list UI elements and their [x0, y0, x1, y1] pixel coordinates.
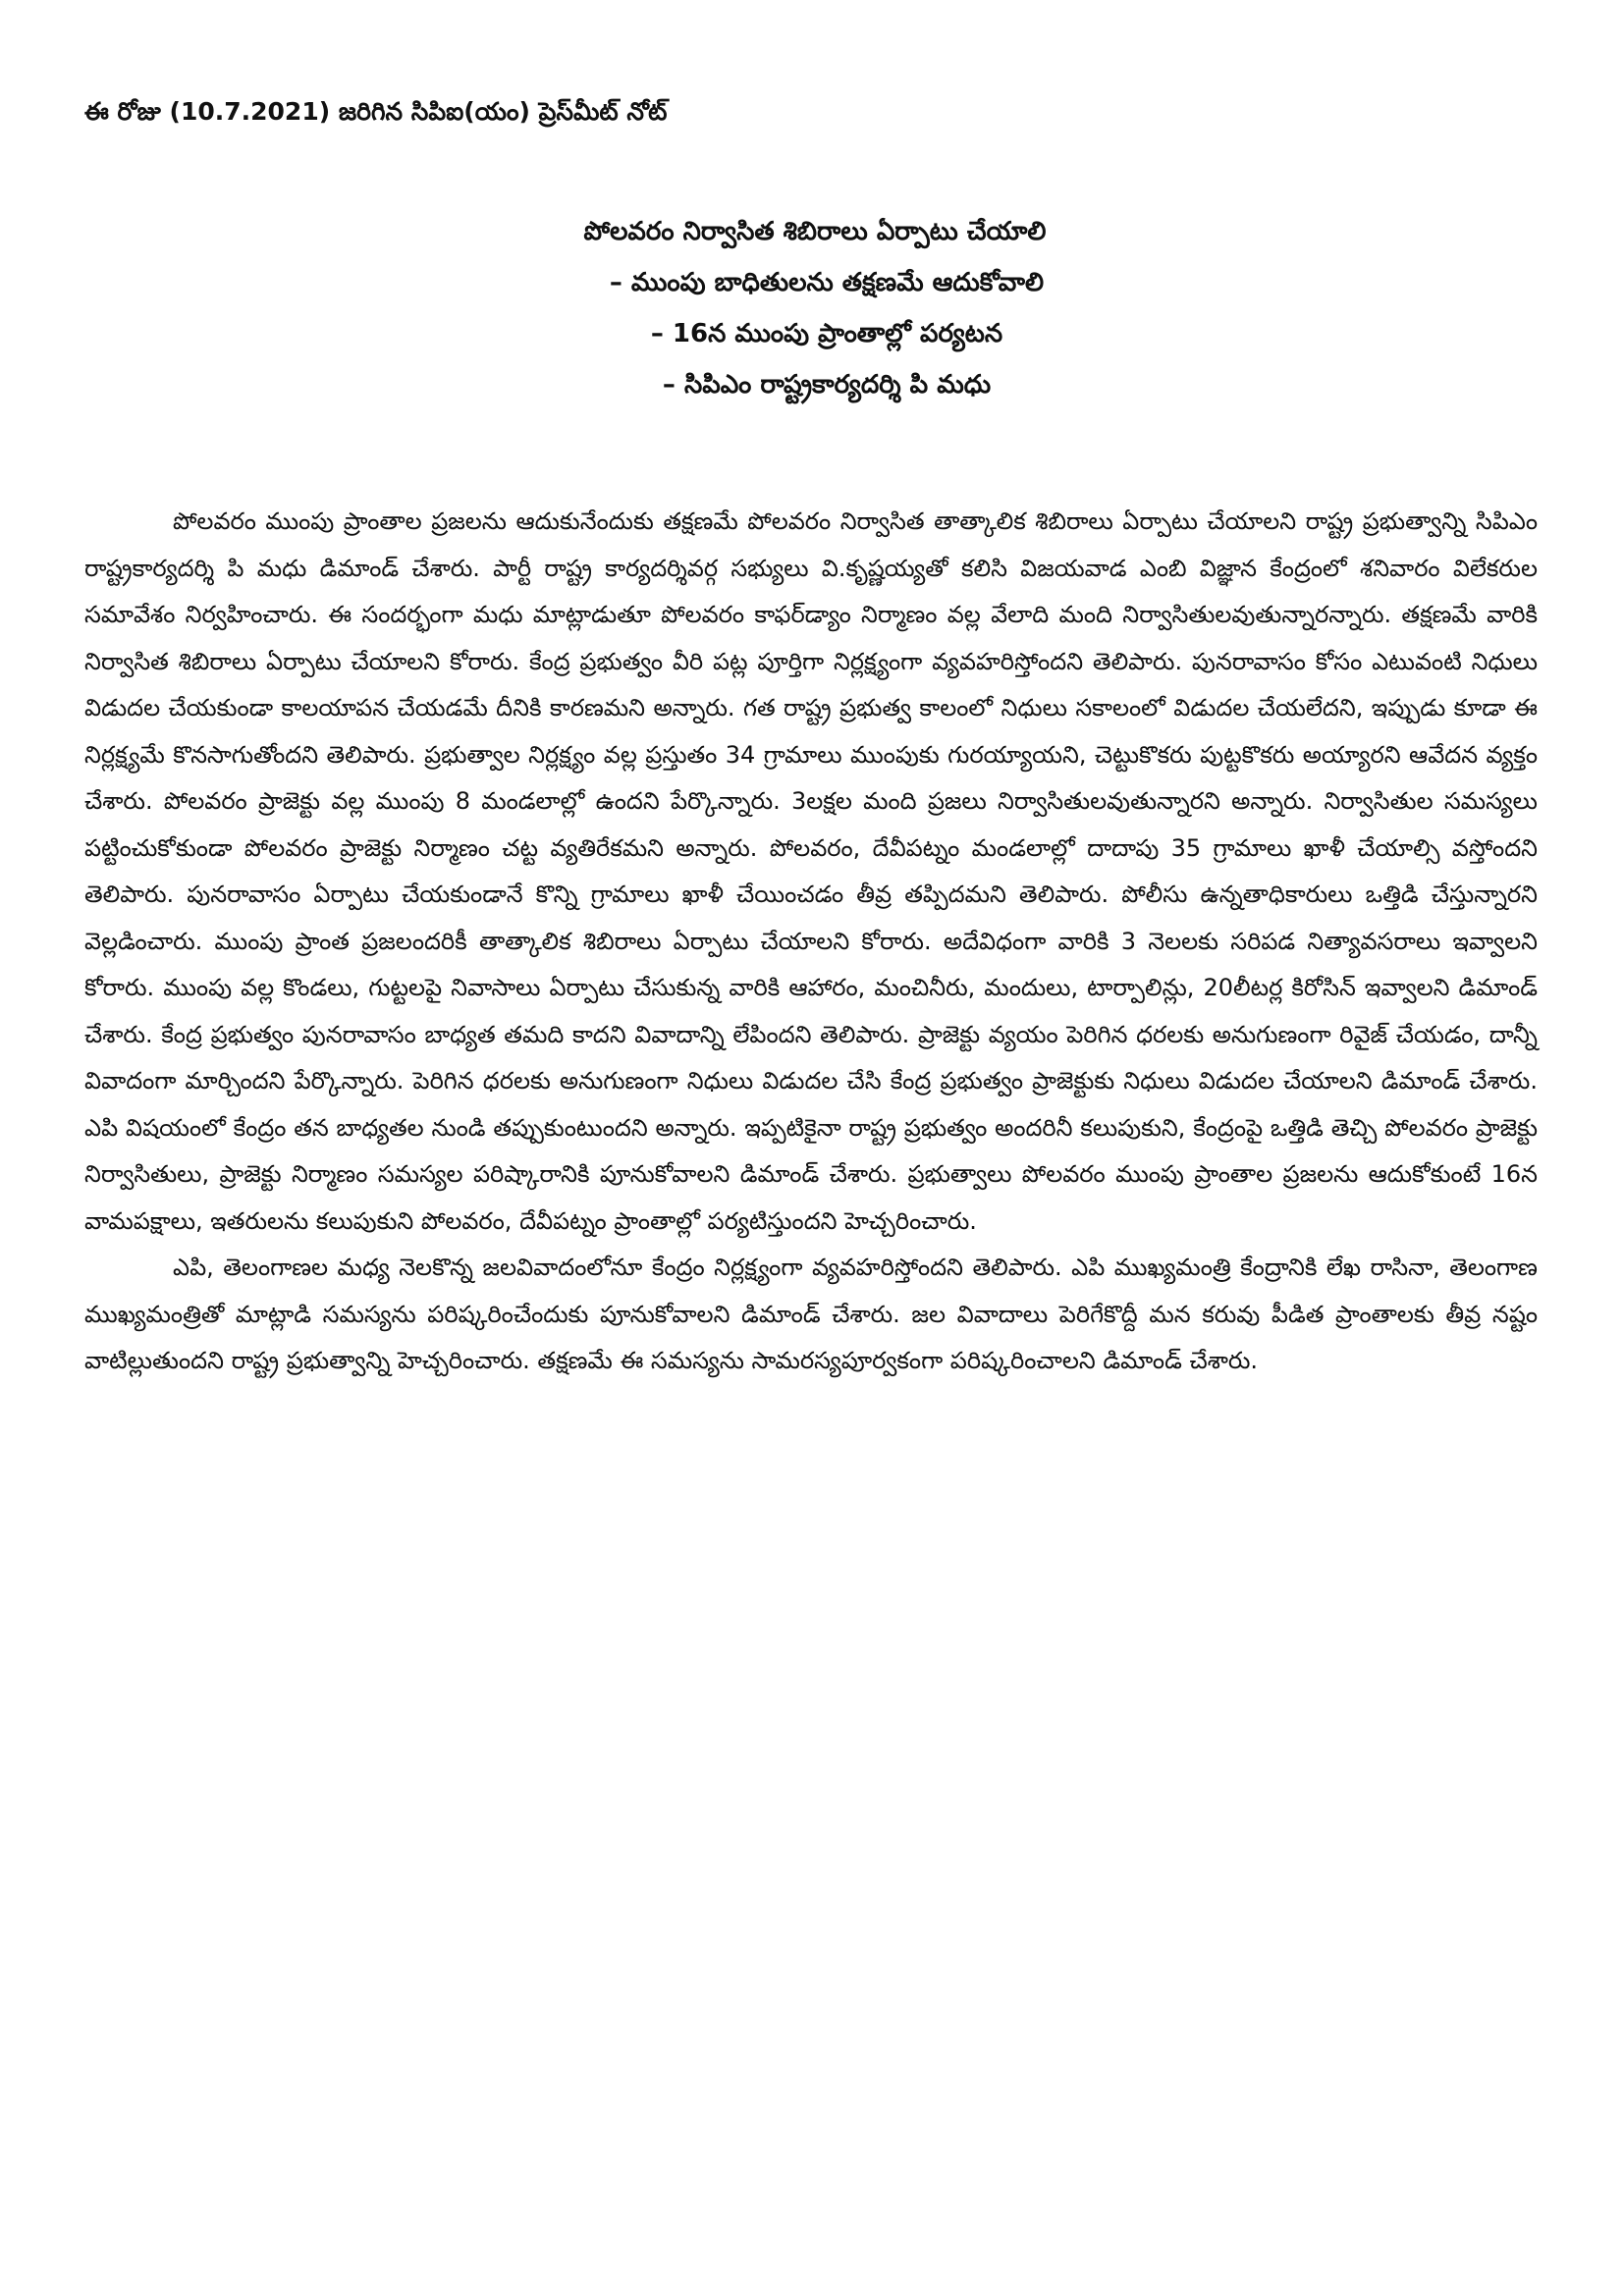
press-note-header: ఈ రోజు (10.7.2021) జరిగిన సిపిఐ(యం) ప్రెస్‌మీట్ నోట్ [84, 97, 668, 126]
body-paragraph-1: పోలవరం ముంపు ప్రాంతాల ప్రజలను ఆదుకునేందుకు తక్షణమే పోలవరం నిర్వాసిత తాత్కాలిక శిబిరాలు ఏర్పాటు చేయాలని రాష్ట్ర ప్రభుత్వాన్ని సిపిఎం రాష్ట్రకార్యదర్శి పి మధు డిమాండ్ చేశారు. పార్టీ రాష్ట్ర కార్యదర్శివర్గ సభ్యులు వి.కృష్ణయ్యతో కలిసి విజయవాడ ఎంబి విజ్ఞాన కేంద్రంలో శనివారం విలేకరుల సమావేశం నిర్వహించారు. ఈ సందర్భంగా మధు మాట్లాడుతూ పోలవరం కాఫర్‌డ్యాం నిర్మాణం వల్ల వేలాది మంది నిర్వాసితులవుతున్నారన్నారు. తక్షణమే వారికి నిర్వాసిత శిబిరాలు ఏర్పాటు చేయాలని కోరారు. కేంద్ర ప్రభుత్వం వీరి పట్ల పూర్తిగా నిర్లక్ష్యంగా వ్యవహరిస్తోందని తెలిపారు. పునరావాసం కోసం ఎటువంటి నిధులు విడుదల చేయకుండా కాలయాపన చేయడమే దీనికి కారణమని అన్నారు. గత రాష్ట్ర ప్రభుత్వ కాలంలో నిధులు సకాలంలో విడుదల చేయలేదని, ఇప్పుడు కూడా ఈ నిర్లక్ష్యమే కొనసాగుతోందని తెలిపారు. ప్రభుత్వాల నిర్లక్ష్యం వల్ల ప్రస్తుతం 34 గ్రామాలు ముంపుకు గురయ్యాయని, చెట్టుకొకరు పుట్టకొకరు అయ్యారని ఆవేదన వ్యక్తం చేశారు. పోలవరం ప్రాజెక్టు వల్ల ముంపు 8 మండలాల్లో ఉందని పేర్కొన్నారు. 3లక్షల మంది ప్రజలు నిర్వాసితులవుతున్నారని అన్నారు. నిర్వాసితుల సమస్యలు పట్టించుకోకుండా పోలవరం ప్రాజెక్టు నిర్మాణం చట్ట వ్యతిరేకమని అన్నారు. పోలవరం, దేవీపట్నం మండలాల్లో దాదాపు 35 గ్రామాలు ఖాళీ చేయాల్సి వస్తోందని తెలిపారు. పునరావాసం ఏర్పాటు చేయకుండానే కొన్ని గ్రామాలు ఖాళీ చేయించడం తీవ్ర తప్పిదమని తెలిపారు. పోలీసు ఉన్నతాధికారులు ఒత్తిడి చేస్తున్నారని వెల్లడించారు. ముంపు ప్రాంత ప్రజలందరికీ తాత్కాలిక శిబిరాలు ఏర్పాటు చేయాలని కోరారు. అదేవిధంగా వారికి 3 నెలలకు సరిపడ నిత్యావసరాలు ఇవ్వాలని కోరారు. ముంపు వల్ల కొండలు, గుట్టలపై నివాసాలు ఏర్పాటు చేసుకున్న వారికి ఆహారం, మంచినీరు, మందులు, టార్పాలిన్లు, 20లీటర్ల కిరోసిన్ ఇవ్వాలని డిమాండ్ చేశారు. కేంద్ర ప్రభుత్వం పునరావాసం బాధ్యత తమది కాదని వివాదాన్ని లేపిందని తెలిపారు. ప్రాజెక్టు వ్యయం పెరిగిన ధరలకు అనుగుణంగా రివైజ్ చేయడం, దాన్నీ వివాదంగా మార్చిందని పేర్కొన్నారు. పెరిగిన ధరలకు అనుగుణంగా నిధులు విడుదల చేసి కేంద్ర ప్రభుత్వం ప్రాజెక్టుకు నిధులు విడుదల చేయాలని డిమాండ్ చేశారు. ఎపి విషయంలో కేంద్రం తన బాధ్యతల నుండి తప్పుకుంటుందని అన్నారు. ఇప్పటికైనా రాష్ట్ర ప్రభుత్వం అందరినీ కలుపుకుని, కేంద్రంపై ఒత్తిడి తెచ్చి పోలవరం ప్రాజెక్టు నిర్వాసితులు, ప్రాజెక్టు నిర్మాణం సమస్యల పరిష్కారానికి పూనుకోవాలని డిమాండ్ చేశారు. ప్రభుత్వాలు పోలవరం ముంపు ప్రాంతాల ప్రజలను ఆదుకోకుంటే 16న వామపక్షాలు, ఇతరులను కలుపుకుని పోలవరం, దేవీపట్నం ప్రాంతాల్లో పర్యటిస్తుందని హెచ్చరించారు. [84, 507, 1538, 1235]
sub-headline-2: – 16న ముంపు ప్రాంతాల్లో పర్యటన [650, 319, 1003, 348]
main-headline: పోలవరం నిర్వాసిత శిబిరాలు ఏర్పాటు చేయాలి [583, 217, 1047, 246]
headline-block [324, 206, 1306, 410]
sub-headline-3: – సిపిఎం రాష్ట్రకార్యదర్శి పి మధు [662, 370, 992, 400]
sub-headline-1: – ముంపు బాధితులను తక్షణమే ఆదుకోవాలి [609, 268, 1045, 297]
article-body [84, 499, 1538, 1385]
body-paragraph-2: ఎపి, తెలంగాణల మధ్య నెలకొన్న జలవివాదంలోనూ కేంద్రం నిర్లక్ష్యంగా వ్యవహరిస్తోందని తెలిపారు. ఎపి ముఖ్యమంత్రి కేంద్రానికి లేఖ రాసినా, తెలంగాణ ముఖ్యమంత్రితో మాట్లాడి సమస్యను పరిష్కరించేందుకు పూనుకోవాలని డిమాండ్ చేశారు. జల వివాదాలు పెరిగేకొద్దీ మన కరువు పీడిత ప్రాంతాలకు తీవ్ర నష్టం వాటిల్లుతుందని రాష్ట్ర ప్రభుత్వాన్ని హెచ్చరించారు. తక్షణమే ఈ సమస్యను సామరస్యపూర్వకంగా పరిష్కరించాలని డిమాండ్ చేశారు. [84, 1254, 1538, 1374]
